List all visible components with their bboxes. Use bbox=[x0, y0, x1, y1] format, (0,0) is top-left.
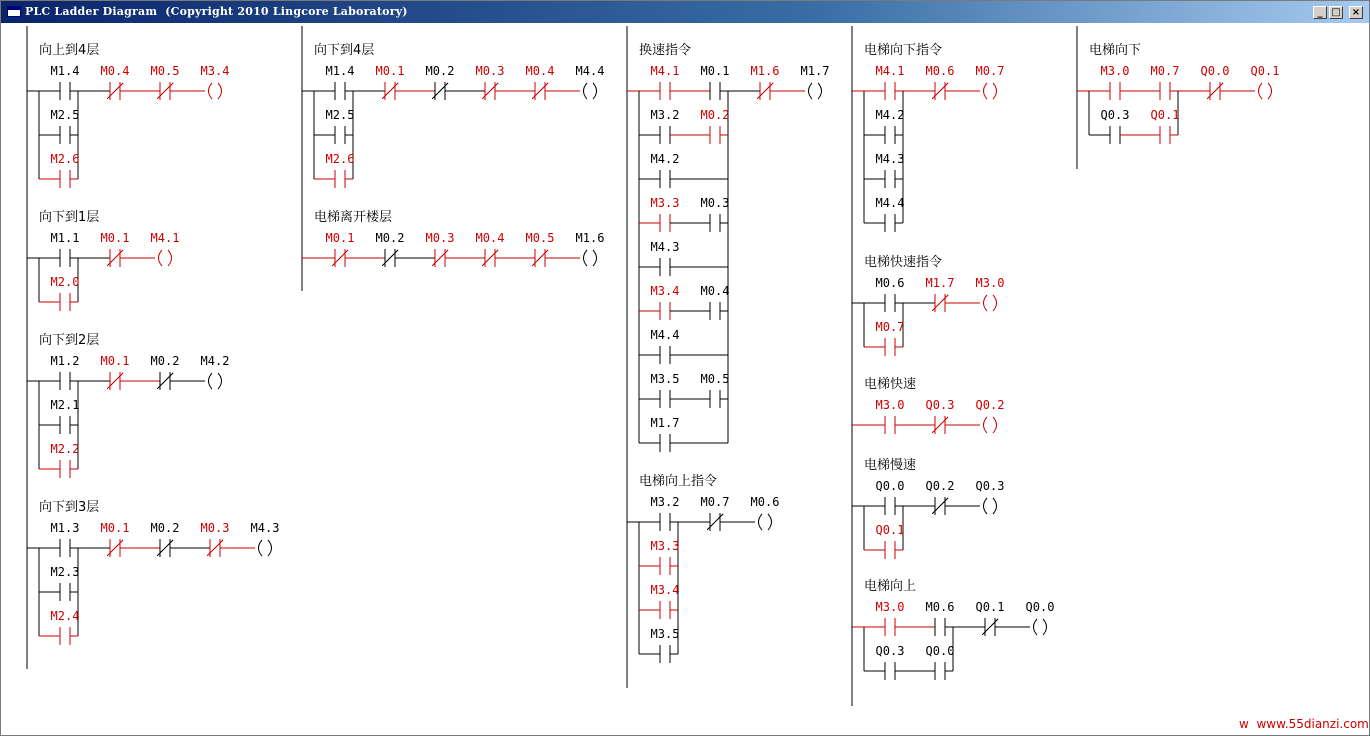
nc-contact bbox=[476, 231, 505, 267]
contact-label: M1.7 bbox=[800, 64, 830, 78]
nc-contact bbox=[101, 64, 130, 100]
contact-label: Q0.0 bbox=[1200, 64, 1230, 78]
contact-label: Q0.2 bbox=[925, 479, 955, 493]
contact-label: Q0.3 bbox=[975, 479, 1005, 493]
minimize-button[interactable]: _ bbox=[1313, 6, 1327, 19]
contact-label: M4.1 bbox=[875, 64, 905, 78]
contact-label: M0.5 bbox=[150, 64, 180, 78]
nc-contact bbox=[526, 231, 555, 267]
no-contact bbox=[651, 152, 680, 188]
no-contact bbox=[701, 372, 730, 408]
coil bbox=[751, 495, 780, 530]
coil bbox=[976, 479, 1005, 514]
network-title: 向下到4层 bbox=[314, 43, 375, 58]
contact-label: M2.3 bbox=[50, 565, 80, 579]
no-contact bbox=[651, 64, 680, 100]
contact-label: M0.1 bbox=[100, 354, 130, 368]
no-contact bbox=[651, 284, 680, 320]
contact-label: M3.0 bbox=[875, 398, 905, 412]
network-title: 电梯离开楼层 bbox=[314, 210, 393, 225]
contact-label: M0.1 bbox=[700, 64, 730, 78]
nc-contact bbox=[326, 231, 355, 267]
contact-label: M0.6 bbox=[875, 276, 905, 290]
no-contact bbox=[51, 609, 80, 645]
contact-label: M0.4 bbox=[700, 284, 730, 298]
no-contact bbox=[926, 600, 955, 636]
contact-label: M0.3 bbox=[425, 231, 455, 245]
no-contact bbox=[326, 108, 355, 144]
no-contact bbox=[1151, 108, 1180, 144]
contact-label: M0.4 bbox=[525, 64, 555, 78]
coil bbox=[151, 231, 180, 266]
no-contact bbox=[701, 64, 730, 100]
no-contact bbox=[651, 583, 680, 619]
network-title: 向下到3层 bbox=[39, 500, 100, 515]
contact-label: M4.2 bbox=[875, 108, 905, 122]
contact-label: M2.2 bbox=[50, 442, 80, 456]
window-title: PLC Ladder Diagram (Copyright 2010 Lingcore Laboratory) bbox=[25, 5, 408, 18]
nc-contact bbox=[976, 600, 1005, 636]
no-contact bbox=[651, 416, 680, 452]
nc-contact bbox=[526, 64, 555, 100]
no-contact bbox=[876, 108, 905, 144]
no-contact bbox=[876, 152, 905, 188]
network-title: 电梯向下指令 bbox=[864, 43, 943, 58]
nc-contact bbox=[151, 521, 180, 557]
coil bbox=[201, 354, 230, 389]
contact-label: M3.4 bbox=[650, 284, 680, 298]
nc-contact bbox=[201, 521, 230, 557]
nc-contact bbox=[376, 231, 405, 267]
no-contact bbox=[651, 108, 680, 144]
contact-label: M1.2 bbox=[50, 354, 80, 368]
nc-contact bbox=[151, 354, 180, 390]
contact-label: M0.2 bbox=[425, 64, 455, 78]
no-contact bbox=[926, 644, 955, 680]
contact-label: M3.5 bbox=[650, 372, 680, 386]
nc-contact bbox=[101, 354, 130, 390]
no-contact bbox=[876, 523, 905, 559]
nc-contact bbox=[101, 231, 130, 267]
no-contact bbox=[701, 108, 730, 144]
contact-label: M4.3 bbox=[875, 152, 905, 166]
contact-label: M1.6 bbox=[750, 64, 780, 78]
no-contact bbox=[651, 627, 680, 663]
network bbox=[302, 43, 604, 188]
contact-label: M1.1 bbox=[50, 231, 80, 245]
nc-contact bbox=[926, 64, 955, 100]
no-contact bbox=[876, 398, 905, 434]
window-icon bbox=[7, 6, 21, 17]
ladder-diagram bbox=[1, 23, 1369, 735]
network bbox=[27, 500, 279, 645]
contact-label: Q0.0 bbox=[925, 644, 955, 658]
contact-label: M4.4 bbox=[575, 64, 605, 78]
coil bbox=[1026, 600, 1055, 635]
contact-label: M0.2 bbox=[375, 231, 405, 245]
contact-label: Q0.3 bbox=[1100, 108, 1130, 122]
network bbox=[852, 457, 1004, 559]
no-contact bbox=[1101, 108, 1130, 144]
no-contact bbox=[651, 372, 680, 408]
no-contact bbox=[651, 328, 680, 364]
contact-label: M3.2 bbox=[650, 108, 680, 122]
contact-label: Q0.1 bbox=[975, 600, 1005, 614]
contact-label: M3.4 bbox=[650, 583, 680, 597]
contact-label: M4.2 bbox=[200, 354, 230, 368]
network-title: 向上到4层 bbox=[39, 43, 100, 58]
no-contact bbox=[326, 64, 355, 100]
network bbox=[852, 254, 1004, 356]
contact-label: M2.6 bbox=[325, 152, 355, 166]
contact-label: M0.2 bbox=[150, 521, 180, 535]
no-contact bbox=[651, 240, 680, 276]
contact-label: M0.3 bbox=[700, 196, 730, 210]
no-contact bbox=[51, 354, 80, 390]
contact-label: Q0.1 bbox=[1150, 108, 1180, 122]
no-contact bbox=[51, 108, 80, 144]
nc-contact bbox=[751, 64, 780, 100]
network bbox=[1077, 42, 1279, 144]
coil bbox=[1251, 64, 1280, 99]
no-contact bbox=[876, 644, 905, 680]
contact-label: M0.6 bbox=[925, 64, 955, 78]
close-button[interactable]: × bbox=[1349, 6, 1363, 19]
coil bbox=[801, 64, 830, 99]
contact-label: M4.1 bbox=[150, 231, 180, 245]
no-contact bbox=[1151, 64, 1180, 100]
no-contact bbox=[701, 196, 730, 232]
watermark-text: w www.55dianzi.com bbox=[1239, 717, 1369, 731]
contact-label: M1.7 bbox=[925, 276, 955, 290]
contact-label: M2.4 bbox=[50, 609, 80, 623]
network bbox=[852, 578, 1054, 680]
nc-contact bbox=[101, 521, 130, 557]
contact-label: M1.7 bbox=[650, 416, 680, 430]
maximize-button[interactable]: □ bbox=[1329, 6, 1343, 19]
contact-label: M0.6 bbox=[750, 495, 780, 509]
network bbox=[852, 42, 1004, 232]
contact-label: M3.3 bbox=[650, 539, 680, 553]
contact-label: M3.3 bbox=[650, 196, 680, 210]
no-contact bbox=[701, 284, 730, 320]
contact-label: M3.0 bbox=[875, 600, 905, 614]
no-contact bbox=[51, 565, 80, 601]
no-contact bbox=[876, 196, 905, 232]
network bbox=[27, 333, 229, 478]
contact-label: M4.4 bbox=[650, 328, 680, 342]
network-title: 换速指令 bbox=[639, 43, 692, 58]
network bbox=[27, 210, 179, 311]
network-title: 向下到2层 bbox=[39, 333, 100, 348]
no-contact bbox=[876, 64, 905, 100]
nc-contact bbox=[476, 64, 505, 100]
no-contact bbox=[51, 64, 80, 100]
network bbox=[627, 42, 829, 452]
no-contact bbox=[326, 152, 355, 188]
contact-label: M3.2 bbox=[650, 495, 680, 509]
contact-label: M0.1 bbox=[100, 521, 130, 535]
coil bbox=[976, 398, 1005, 433]
coil bbox=[201, 64, 230, 99]
network-title: 电梯快速指令 bbox=[864, 255, 943, 270]
contact-label: M0.2 bbox=[700, 108, 730, 122]
contact-label: M4.3 bbox=[650, 240, 680, 254]
nc-contact bbox=[151, 64, 180, 100]
contact-label: M0.5 bbox=[700, 372, 730, 386]
no-contact bbox=[876, 479, 905, 515]
nc-contact bbox=[426, 64, 455, 100]
contact-label: M0.6 bbox=[925, 600, 955, 614]
no-contact bbox=[51, 521, 80, 557]
no-contact bbox=[51, 231, 80, 267]
coil bbox=[251, 521, 280, 556]
contact-label: M1.4 bbox=[325, 64, 355, 78]
contact-label: M2.0 bbox=[50, 275, 80, 289]
no-contact bbox=[51, 442, 80, 478]
contact-label: M0.7 bbox=[700, 495, 730, 509]
contact-label: M3.5 bbox=[650, 627, 680, 641]
network bbox=[627, 473, 779, 663]
no-contact bbox=[1101, 64, 1130, 100]
contact-label: M0.7 bbox=[1150, 64, 1180, 78]
contact-label: M0.5 bbox=[525, 231, 555, 245]
contact-label: M0.3 bbox=[200, 521, 230, 535]
contact-label: M0.1 bbox=[325, 231, 355, 245]
contact-label: M1.3 bbox=[50, 521, 80, 535]
no-contact bbox=[51, 398, 80, 434]
coil bbox=[976, 64, 1005, 99]
contact-label: M2.1 bbox=[50, 398, 80, 412]
no-contact bbox=[51, 275, 80, 311]
coil bbox=[576, 64, 605, 99]
no-contact bbox=[651, 196, 680, 232]
network bbox=[852, 376, 1004, 434]
nc-contact bbox=[1201, 64, 1230, 100]
contact-label: M4.2 bbox=[650, 152, 680, 166]
contact-label: M0.4 bbox=[475, 231, 505, 245]
no-contact bbox=[876, 320, 905, 356]
network-title: 电梯向下 bbox=[1089, 43, 1142, 58]
contact-label: M2.6 bbox=[50, 152, 80, 166]
contact-label: M0.3 bbox=[475, 64, 505, 78]
no-contact bbox=[51, 152, 80, 188]
network-title: 电梯向上 bbox=[864, 579, 917, 594]
coil bbox=[976, 276, 1005, 311]
contact-label: Q0.2 bbox=[975, 398, 1005, 412]
contact-label: Q0.1 bbox=[875, 523, 905, 537]
contact-label: M3.0 bbox=[1100, 64, 1130, 78]
contact-label: M0.4 bbox=[100, 64, 130, 78]
contact-label: Q0.3 bbox=[875, 644, 905, 658]
contact-label: M1.6 bbox=[575, 231, 605, 245]
network-title: 电梯慢速 bbox=[864, 458, 917, 473]
network-title: 向下到1层 bbox=[39, 210, 100, 225]
nc-contact bbox=[926, 398, 955, 434]
contact-label: Q0.0 bbox=[1025, 600, 1055, 614]
contact-label: Q0.1 bbox=[1250, 64, 1280, 78]
coil bbox=[576, 231, 605, 266]
contact-label: M3.4 bbox=[200, 64, 230, 78]
network-title: 电梯向上指令 bbox=[639, 474, 718, 489]
network bbox=[302, 209, 604, 267]
contact-label: M4.1 bbox=[650, 64, 680, 78]
contact-label: M0.2 bbox=[150, 354, 180, 368]
contact-label: Q0.3 bbox=[925, 398, 955, 412]
no-contact bbox=[651, 539, 680, 575]
network bbox=[27, 43, 229, 188]
title-bar[interactable] bbox=[1, 1, 1369, 23]
contact-label: M0.7 bbox=[975, 64, 1005, 78]
no-contact bbox=[651, 495, 680, 531]
contact-label: Q0.0 bbox=[875, 479, 905, 493]
contact-label: M2.5 bbox=[50, 108, 80, 122]
contact-label: M0.7 bbox=[875, 320, 905, 334]
contact-label: M4.4 bbox=[875, 196, 905, 210]
contact-label: M2.5 bbox=[325, 108, 355, 122]
no-contact bbox=[876, 276, 905, 312]
nc-contact bbox=[926, 479, 955, 515]
contact-label: M0.1 bbox=[100, 231, 130, 245]
no-contact bbox=[876, 600, 905, 636]
nc-contact bbox=[926, 276, 955, 312]
contact-label: M1.4 bbox=[50, 64, 80, 78]
contact-label: M4.3 bbox=[250, 521, 280, 535]
nc-contact bbox=[376, 64, 405, 100]
nc-contact bbox=[426, 231, 455, 267]
nc-contact bbox=[701, 495, 730, 531]
contact-label: M0.1 bbox=[375, 64, 405, 78]
network-title: 电梯快速 bbox=[864, 377, 917, 392]
contact-label: M3.0 bbox=[975, 276, 1005, 290]
